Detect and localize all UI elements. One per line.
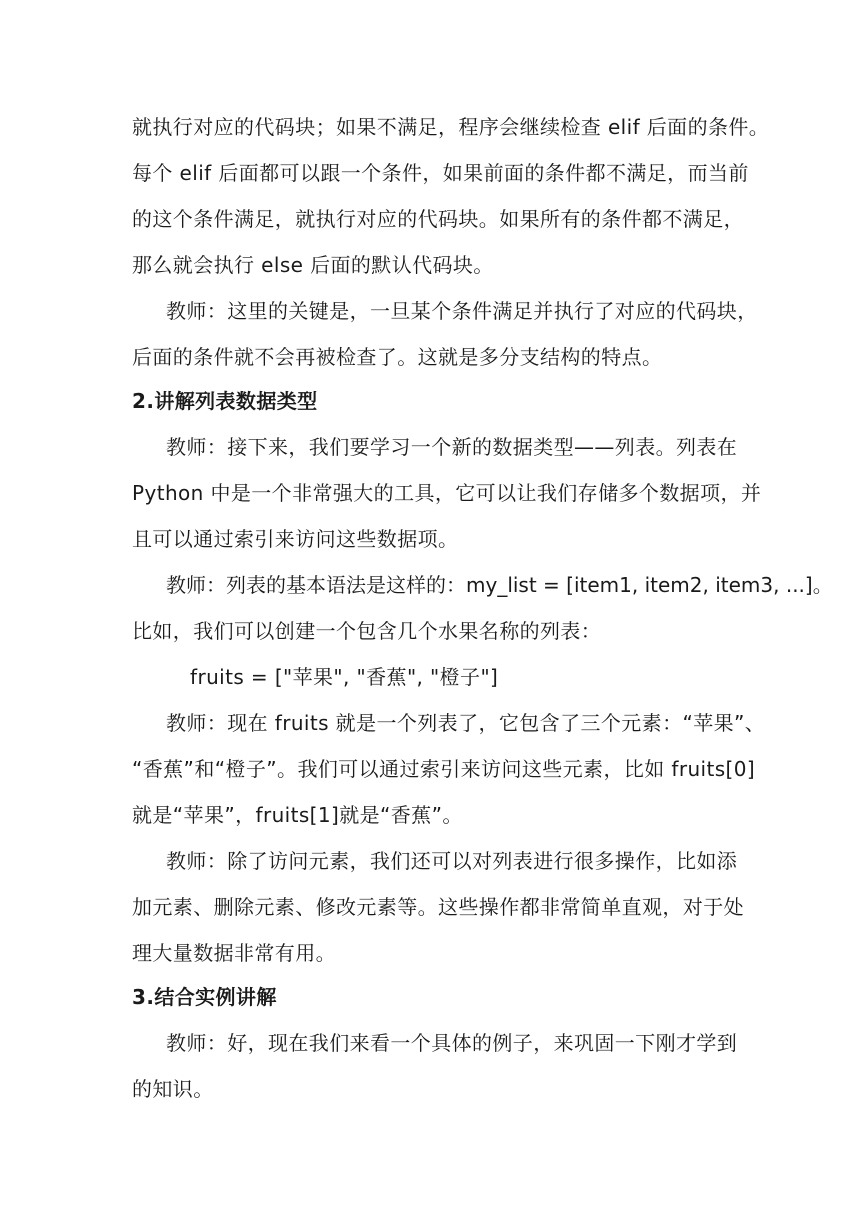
paragraph-line: 的这个条件满足，就执行对应的代码块。如果所有的条件都不满足， (132, 207, 744, 231)
code-line: fruits = ["苹果", "香蕉", "橙子"] (190, 665, 499, 689)
paragraph-line: 教师：除了访问元素，我们还可以对列表进行很多操作，比如添 (166, 849, 738, 873)
paragraph-line: 教师：好，现在我们来看一个具体的例子，来巩固一下刚才学到 (166, 1031, 738, 1055)
paragraph-line: 且可以通过索引来访问这些数据项。 (132, 527, 459, 551)
paragraph-line: 教师：接下来，我们要学习一个新的数据类型——列表。列表在 (166, 435, 738, 459)
section-heading: 2.讲解列表数据类型 (132, 389, 318, 413)
paragraph-line: 理大量数据非常有用。 (132, 941, 336, 965)
paragraph-line: 加元素、删除元素、修改元素等。这些操作都非常简单直观，对于处 (132, 895, 744, 919)
paragraph-line: 后面的条件就不会再被检查了。这就是多分支结构的特点。 (132, 345, 663, 369)
paragraph-line: 教师：列表的基本语法是这样的：my_list = [item1, item2, item3, ...]。 (166, 573, 833, 597)
paragraph-line: “香蕉”和“橙子”。我们可以通过索引来访问这些元素，比如 fruits[0] (132, 757, 756, 781)
paragraph-line: 的知识。 (132, 1077, 214, 1101)
paragraph-line: Python 中是一个非常强大的工具，它可以让我们存储多个数据项，并 (132, 481, 762, 505)
paragraph-line: 每个 elif 后面都可以跟一个条件，如果前面的条件都不满足，而当前 (132, 161, 749, 185)
paragraph-line: 教师：这里的关键是，一旦某个条件满足并执行了对应的代码块， (166, 299, 758, 323)
paragraph-line: 那么就会执行 else 后面的默认代码块。 (132, 253, 494, 277)
paragraph-line: 教师：现在 fruits 就是一个列表了，它包含了三个元素：“苹果”、 (166, 711, 766, 735)
paragraph-line: 就是“苹果”，fruits[1]就是“香蕉”。 (132, 803, 463, 827)
paragraph-line: 就执行对应的代码块；如果不满足，程序会继续检查 elif 后面的条件。 (132, 115, 770, 139)
paragraph-line: 比如，我们可以创建一个包含几个水果名称的列表： (132, 619, 602, 643)
section-heading: 3.结合实例讲解 (132, 985, 277, 1009)
